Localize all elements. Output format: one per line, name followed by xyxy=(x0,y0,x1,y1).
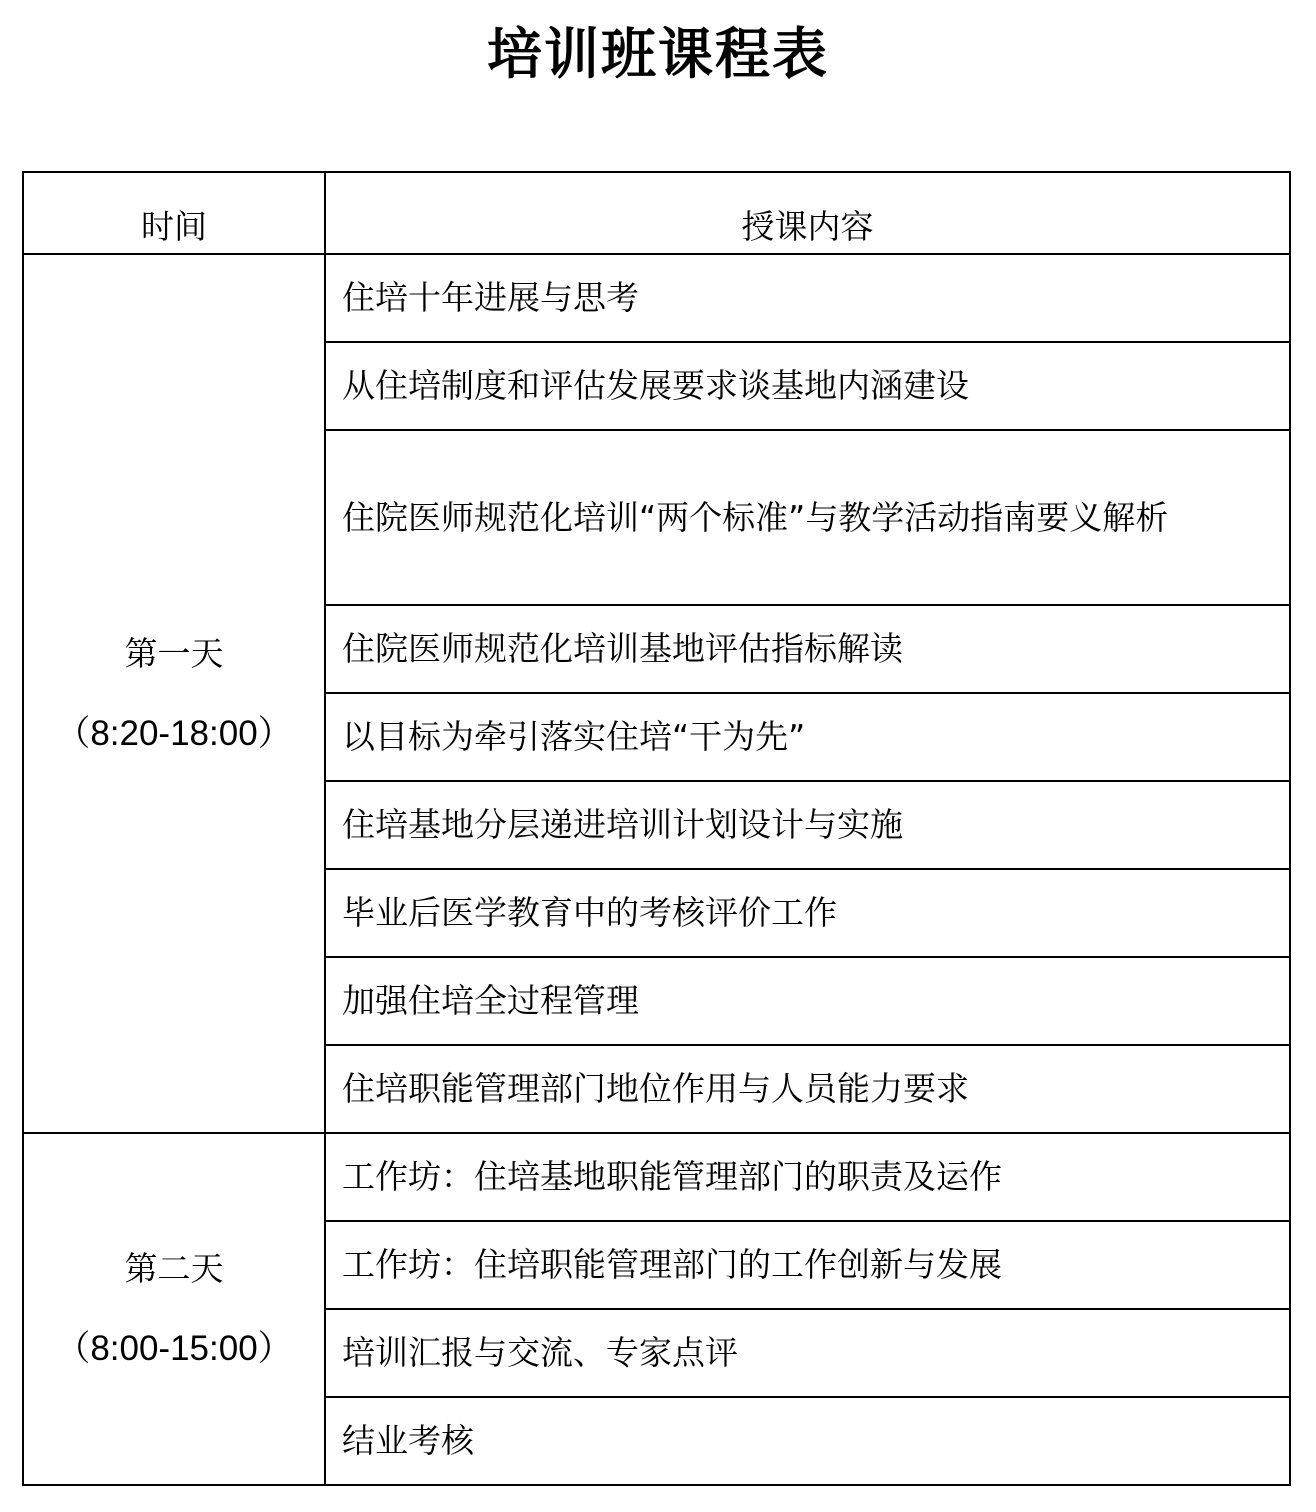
schedule-table xyxy=(22,171,1291,1486)
session-cell: 从住培制度和评估发展要求谈基地内涵建设 xyxy=(325,342,1290,430)
session-cell: 住培基地分层递进培训计划设计与实施 xyxy=(325,781,1290,869)
session-cell: 工作坊：住培职能管理部门的工作创新与发展 xyxy=(325,1221,1290,1309)
session-cell: 加强住培全过程管理 xyxy=(325,957,1290,1045)
session-cell: 住培职能管理部门地位作用与人员能力要求 xyxy=(325,1045,1290,1133)
day-label: 第一天 xyxy=(124,633,224,673)
session-cell: 培训汇报与交流、专家点评 xyxy=(325,1309,1290,1397)
day-two-time-cell xyxy=(23,1133,325,1485)
day-hours: （8:00-15:00） xyxy=(55,1329,293,1368)
day-hours: （8:20-18:00） xyxy=(55,713,293,753)
header-time: 时间 xyxy=(23,172,325,254)
session-cell: 毕业后医学教育中的考核评价工作 xyxy=(325,869,1290,957)
session-cell: 住院医师规范化培训基地评估指标解读 xyxy=(325,605,1290,693)
table-row xyxy=(23,254,1290,342)
session-cell: 结业考核 xyxy=(325,1397,1290,1485)
table-row xyxy=(23,1133,1290,1221)
header-content: 授课内容 xyxy=(325,172,1290,254)
session-cell: 住院医师规范化培训“两个标准”与教学活动指南要义解析 xyxy=(325,430,1290,605)
day-label: 第二天 xyxy=(124,1249,224,1288)
table-header-row xyxy=(23,172,1290,254)
page-title: 培训班课程表 xyxy=(486,21,829,86)
day-one-time-cell xyxy=(23,254,325,1133)
session-cell: 以目标为牵引落实住培“干为先” xyxy=(325,693,1290,781)
session-cell: 工作坊：住培基地职能管理部门的职责及运作 xyxy=(325,1133,1290,1221)
session-cell: 住培十年进展与思考 xyxy=(325,254,1290,342)
